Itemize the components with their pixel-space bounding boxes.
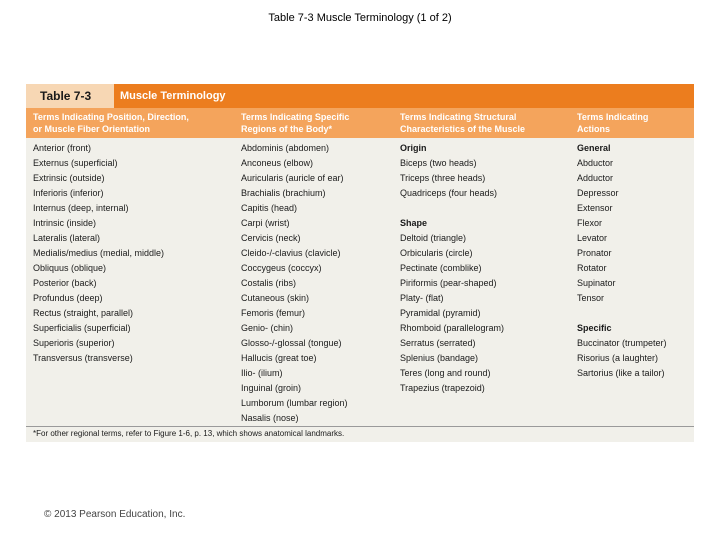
position-term: Obliquus (oblique) <box>33 263 107 273</box>
muscle-terminology-table <box>26 84 694 442</box>
shape-term: Splenius (bandage) <box>400 353 479 363</box>
region-term: Nasalis (nose) <box>241 413 299 423</box>
specific-subheading: Specific <box>577 323 612 333</box>
position-term: Superioris (superior) <box>33 338 115 348</box>
general-action-term: Adductor <box>577 173 614 183</box>
position-term: Rectus (straight, parallel) <box>33 308 134 318</box>
region-term: Genio- (chin) <box>241 323 294 333</box>
region-term: Costalis (ribs) <box>241 278 297 288</box>
table-heading: Muscle Terminology <box>120 90 226 102</box>
shape-term: Platy- (flat) <box>400 293 444 303</box>
action-terms-column <box>577 141 667 381</box>
origin-term: Quadriceps (four heads) <box>400 188 498 198</box>
shape-subheading: Shape <box>400 218 428 228</box>
column-header-position: Terms Indicating Position, Direction, or Muscle Fiber Orientation <box>33 112 189 134</box>
region-term: Auricularis (auricle of ear) <box>241 173 344 183</box>
spacer <box>577 306 667 321</box>
region-term: Cutaneous (skin) <box>241 293 310 303</box>
position-term: Medialis/medius (medial, middle) <box>33 248 165 258</box>
specific-action-term: Buccinator (trumpeter) <box>577 338 667 348</box>
region-term: Anconeus (elbow) <box>241 158 314 168</box>
position-term: Profundus (deep) <box>33 293 103 303</box>
general-action-term: Levator <box>577 233 608 243</box>
region-term: Coccygeus (coccyx) <box>241 263 322 273</box>
position-term: Lateralis (lateral) <box>33 233 101 243</box>
region-term: Carpi (wrist) <box>241 218 290 228</box>
slide-title: Table 7-3 Muscle Terminology (1 of 2) <box>268 12 452 24</box>
column-header-structural: Terms Indicating Structural Characteristics of the Muscle <box>400 112 526 134</box>
shape-term: Trapezius (trapezoid) <box>400 383 485 393</box>
shape-term: Deltoid (triangle) <box>400 233 467 243</box>
region-term: Lumborum (lumbar region) <box>241 398 348 408</box>
region-term: Abdominis (abdomen) <box>241 143 330 153</box>
region-term: Cleido-/-clavius (clavicle) <box>241 248 341 258</box>
column-header-regions: Terms Indicating Specific Regions of the Body* <box>241 112 350 134</box>
position-term: Internus (deep, internal) <box>33 203 129 213</box>
region-term: Glosso-/-glossal (tongue) <box>241 338 342 348</box>
position-term: Externus (superficial) <box>33 158 118 168</box>
table-number-tab <box>26 84 114 108</box>
region-term: Hallucis (great toe) <box>241 353 317 363</box>
position-term: Intrinsic (inside) <box>33 218 97 228</box>
general-action-term: Depressor <box>577 188 619 198</box>
column-header-actions: Terms Indicating Actions <box>577 112 649 134</box>
position-term: Extrinsic (outside) <box>33 173 105 183</box>
specific-action-term: Risorius (a laughter) <box>577 353 659 363</box>
position-term: Superficialis (superficial) <box>33 323 131 333</box>
general-action-term: Abductor <box>577 158 614 168</box>
general-action-term: Flexor <box>577 218 603 228</box>
general-action-term: Supinator <box>577 278 616 288</box>
general-action-term: Extensor <box>577 203 613 213</box>
general-terms-list <box>577 156 667 306</box>
table-number: Table 7-3 <box>40 89 92 103</box>
shape-terms-list <box>400 231 504 396</box>
region-term: Brachialis (brachium) <box>241 188 326 198</box>
origin-term: Triceps (three heads) <box>400 173 486 183</box>
shape-term: Orbicularis (circle) <box>400 248 473 258</box>
footnote-divider <box>26 426 694 427</box>
region-term: Femoris (femur) <box>241 308 306 318</box>
specific-action-term: Sartorius (like a tailor) <box>577 368 665 378</box>
position-term: Inferioris (inferior) <box>33 188 104 198</box>
origin-terms-list <box>400 156 504 201</box>
position-term: Posterior (back) <box>33 278 97 288</box>
position-terms-column <box>33 141 164 366</box>
general-action-term: Tensor <box>577 293 605 303</box>
table-footnote: *For other regional terms, refer to Figure 1-6, p. 13, which shows anatomical landmarks. <box>33 429 345 438</box>
specific-terms-list <box>577 336 667 381</box>
region-term: Ilio- (ilium) <box>241 368 283 378</box>
general-subheading: General <box>577 143 611 153</box>
general-action-term: Rotator <box>577 263 607 273</box>
general-action-term: Pronator <box>577 248 612 258</box>
structural-terms-column <box>400 141 504 396</box>
position-term: Transversus (transverse) <box>33 353 133 363</box>
region-term: Capitis (head) <box>241 203 298 213</box>
shape-term: Pectinate (comblike) <box>400 263 482 273</box>
shape-term: Piriformis (pear-shaped) <box>400 278 497 288</box>
origin-subheading: Origin <box>400 143 427 153</box>
region-term: Cervicis (neck) <box>241 233 301 243</box>
spacer <box>400 201 504 216</box>
copyright-notice: © 2013 Pearson Education, Inc. <box>44 509 186 520</box>
shape-term: Teres (long and round) <box>400 368 491 378</box>
region-terms-column <box>241 141 348 426</box>
position-term: Anterior (front) <box>33 143 92 153</box>
shape-term: Rhomboid (parallelogram) <box>400 323 505 333</box>
region-term: Inguinal (groin) <box>241 383 302 393</box>
origin-term: Biceps (two heads) <box>400 158 477 168</box>
shape-term: Pyramidal (pyramid) <box>400 308 481 318</box>
shape-term: Serratus (serrated) <box>400 338 476 348</box>
